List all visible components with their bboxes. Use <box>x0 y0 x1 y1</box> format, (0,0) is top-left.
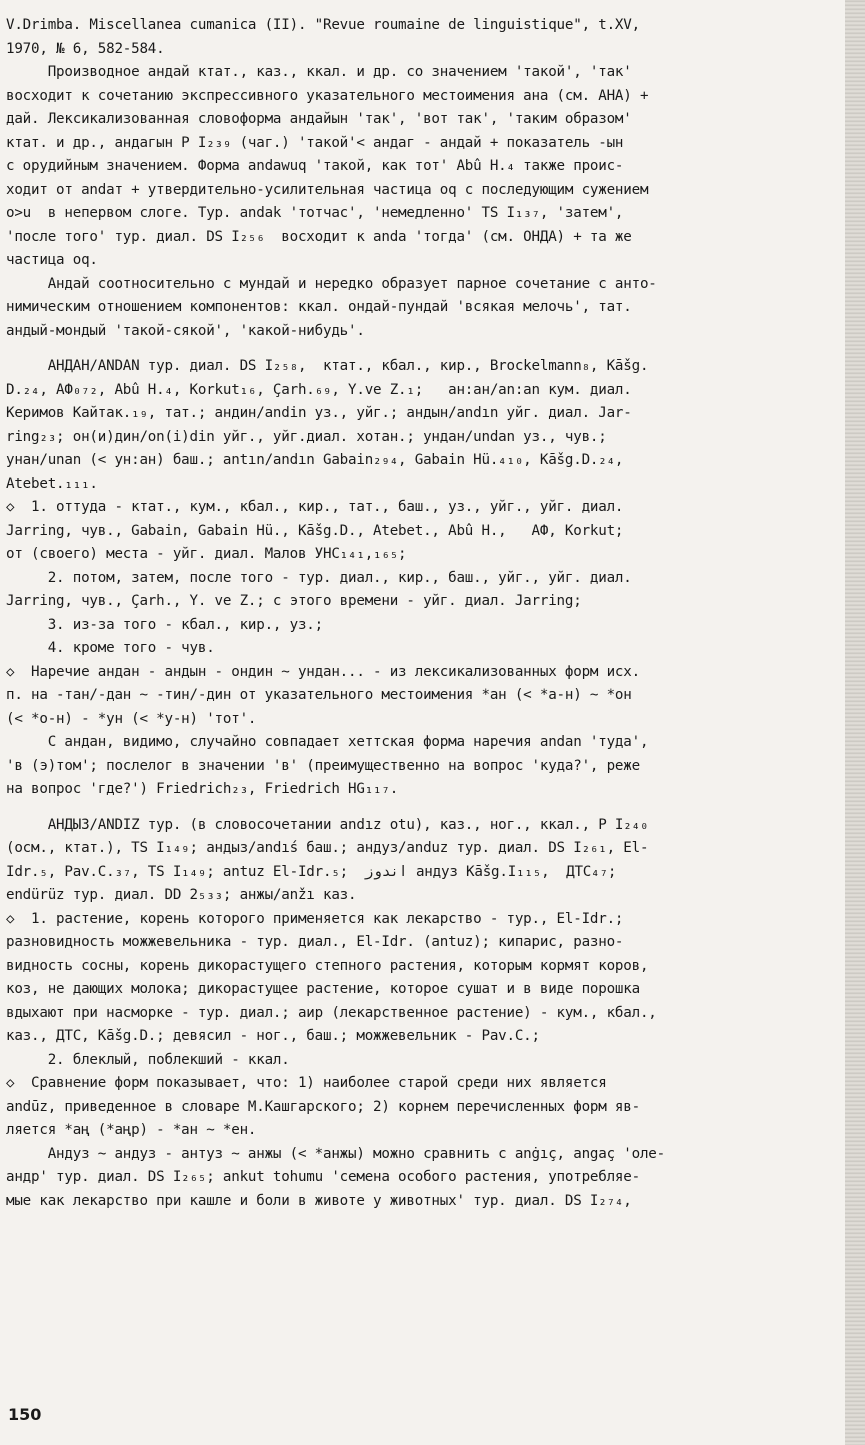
page-number: 150 <box>8 1405 42 1424</box>
text-line: на вопрос 'где?') Friedrich₂₃, Friedrich HG₁₁₇. <box>6 781 399 797</box>
text-line: мые как лекарство при кашле и боли в животе у животных' тур. диал. DS I₂₇₄, <box>6 1192 632 1209</box>
text-line: С андан, видимо, случайно совпадает хеттская форма наречия andan 'туда', <box>6 734 649 750</box>
text-line: Производное андай ктат., каз., ккал. и др. со значением 'такой', 'так' <box>6 64 632 80</box>
text-line: ктат. и др., андагын P I₂₃₉ (чаг.) 'такой'< андаг - андай + показатель -ын <box>6 134 624 151</box>
dictionary-entry <box>6 355 840 802</box>
text-line: ◇ Наречие андан - андын - ондин ~ ундан... - из лексикализованных форм исх. <box>6 663 640 680</box>
text-line: 'после того' тур. диал. DS I₂₅₆ восходит к anda 'тогда' (см. ОНДА) + та же <box>6 228 632 245</box>
section-gap <box>6 802 840 814</box>
text-line: andūz, приведенное в словаре М.Кашгарского; 2) корнем перечисленных форм яв- <box>6 1098 640 1115</box>
text-line: восходит к сочетанию экспрессивного указательного местоимения ана (см. АНА) + <box>6 87 649 104</box>
text-line: ring₂₃; он(и)дин/on(i)din уйг., уйг.диал. хотан.; ундан/undan уз., чув.; <box>6 428 607 445</box>
page-text <box>6 14 840 1213</box>
text-line: Idr.₅, Pav.C.₃₇, TS I₁₄₉; antuz El-Idr.₅; ﺍﻧﺪﻭﺯ андуз Kāšg.I₁₁₅, ДТС₄₇; <box>6 863 617 880</box>
text-line: от (своего) места - уйг. диал. Малов УНС₁₄₁,₁₆₅; <box>6 546 407 562</box>
text-line: ◇ 1. растение, корень которого применяется как лекарство - тур., El-Idr.; <box>6 910 624 927</box>
text-line: o>u в непервом слоге. Тур. andak 'тотчас', 'немедленно' TS I₁₃₇, 'затем', <box>6 205 624 221</box>
text-line: частица oq. <box>6 252 98 268</box>
page-binding-edge <box>845 0 865 1445</box>
text-line: АНДЫЗ/ANDIZ тур. (в словосочетании andız otu), каз., ног., ккал., P I₂₄₀ <box>6 816 649 833</box>
text-line: п. на -тан/-дан ~ -тин/-дин от указательного местоимения *ан (< *а-н) ~ *он <box>6 687 632 703</box>
text-line: 4. кроме того - чув. <box>6 640 215 656</box>
text-line: Андай соотносительно с мундай и нередко образует парное сочетание с анто- <box>6 275 657 292</box>
text-line: АНДАН/ANDAN тур. диал. DS I₂₅₈, ктат., кбал., кир., Brockelmann₈, Kāšg. <box>6 358 649 374</box>
text-line: ходит от andaт + утвердительно-усилительная частица oq с последующим сужением <box>6 181 649 198</box>
text-line: D.₂₄, АФ₀₇₂, Abû H.₄, Korkut₁₆, Çarh.₆₉, Y.ve Z.₁; ан:ан/an:an кум. диал. <box>6 381 632 398</box>
text-line: V.Drimba. Miscellanea cumanica (II). "Revue roumaine de linguistique", t.XV, <box>6 17 640 33</box>
text-line: дай. Лексикализованная словоформа андайын 'так', 'вот так', 'таким образом' <box>6 111 632 127</box>
text-line: унан/unan (< ун:ан) баш.; antın/andın Gabain₂₉₄, Gabain Hü.₄₁₀, Kāšg.D.₂₄, <box>6 452 624 468</box>
text-line: с орудийным значением. Форма andawuq 'такой, как тот' Abû H.₄ также проис- <box>6 158 624 174</box>
text-line: Керимов Кайтак.₁₉, тат.; андин/andin уз., уйг.; андын/andın уйг. диал. Jar- <box>6 405 632 421</box>
text-line: андр' тур. диал. DS I₂₆₅; ankut tohumu 'семена особого растения, употребляе- <box>6 1169 640 1185</box>
text-line: видность сосны, корень дикорастущего степного растения, которым кормят коров, <box>6 957 649 974</box>
text-line: каз., ДТС, Kāšg.D.; девясил - ног., баш.; можжевельник - Pav.C.; <box>6 1028 540 1044</box>
text-line: нимическим отношением компонентов: ккал. ондай-пундай 'всякая мелочь', тат. <box>6 299 632 315</box>
text-line: разновидность можжевельника - тур. диал., El-Idr. (antuz); кипарис, разно- <box>6 934 624 950</box>
text-line: 3. из-за того - кбал., кир., уз.; <box>6 616 323 633</box>
paragraph <box>6 61 840 273</box>
text-line: андый-мондый 'такой-сякой', 'какой-нибудь'. <box>6 322 365 339</box>
text-line: 1970, № 6, 582-584. <box>6 40 165 57</box>
text-line: 2. блеклый, поблекший - ккал. <box>6 1051 290 1068</box>
text-line: Андуз ~ андуз - антуз ~ анжы (< *анжы) можно сравнить с anġıç, angaç 'оле- <box>6 1145 665 1162</box>
paragraph <box>6 14 840 61</box>
section-gap <box>6 343 840 355</box>
text-line: вдыхают при насморке - тур. диал.; аир (лекарственное растение) - кум., кбал., <box>6 1004 657 1021</box>
text-line: ◇ 1. оттуда - ктат., кум., кбал., кир., тат., баш., уз., уйг., уйг. диал. <box>6 499 624 515</box>
paragraph <box>6 273 840 344</box>
dictionary-entry <box>6 814 840 1214</box>
text-line: (осм., ктат.), TS I₁₄₉; андыз/andıś баш.; андуз/anduz тур. диал. DS I₂₆₁, El- <box>6 840 649 856</box>
text-line: Atebet.₁₁₁. <box>6 475 98 492</box>
text-line: Jarring, чув., Gabain, Gabain Hü., Kāšg.D., Atebet., Abû H., АФ, Korkut; <box>6 522 624 539</box>
text-line: 2. потом, затем, после того - тур. диал., кир., баш., уйг., уйг. диал. <box>6 569 632 586</box>
text-line: ляется *аң (*аңр) - *ан ~ *ен. <box>6 1122 257 1138</box>
text-line: коз, не дающих молока; дикорастущее растение, которое сушат и в виде порошка <box>6 981 640 997</box>
text-line: ◇ Сравнение форм показывает, что: 1) наиболее старой среди них является <box>6 1075 607 1091</box>
text-line: (< *о-н) - *ун (< *у-н) 'тот'. <box>6 710 257 727</box>
text-line: endürüz тур. диал. DD 2₅₃₃; анжы/anžı каз. <box>6 887 357 903</box>
text-line: 'в (э)том'; послелог в значении 'в' (преимущественно на вопрос 'куда?', реже <box>6 757 640 774</box>
text-line: Jarring, чув., Çarh., Y. ve Z.; с этого времени - уйг. диал. Jarring; <box>6 593 582 609</box>
